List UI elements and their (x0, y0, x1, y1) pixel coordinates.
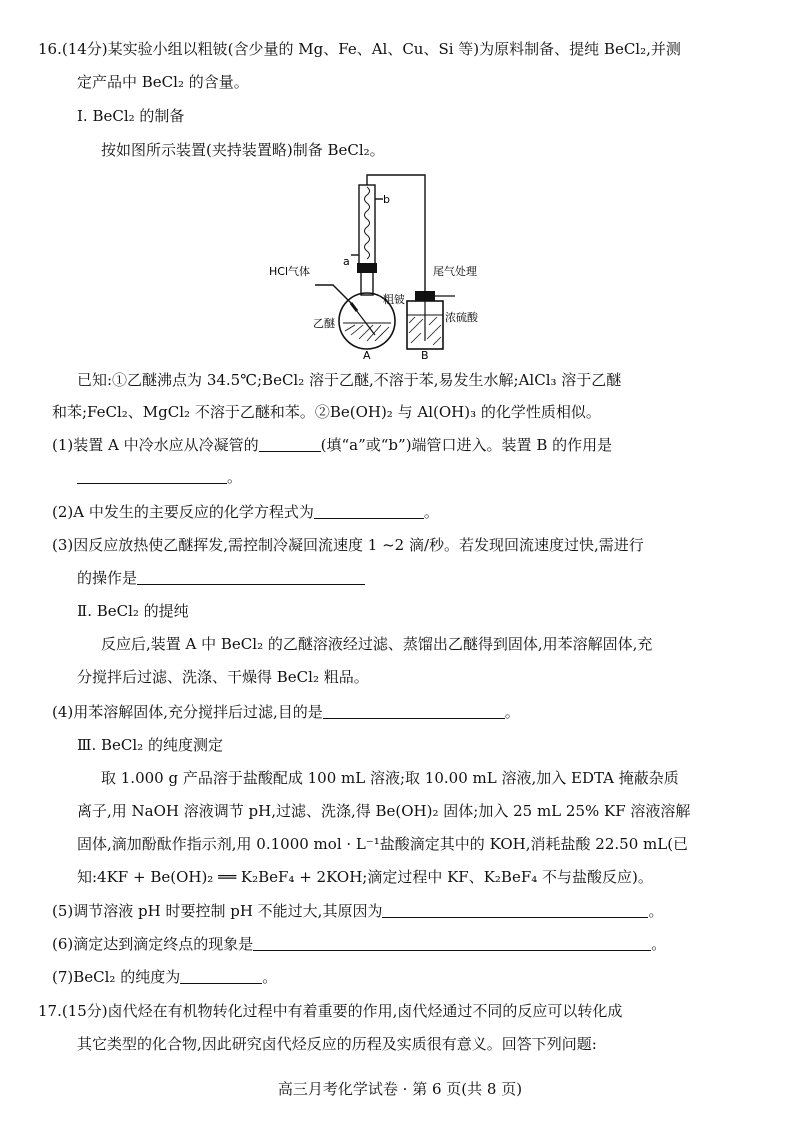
ether-hatch (345, 325, 389, 341)
label-ether: 乙醚 (313, 317, 335, 330)
q7-part-b: 。 (262, 968, 278, 986)
section-3-line-3: 固体,滴加酚酞作指示剂,用 0.1000 mol · L⁻¹盐酸滴定其中的 KOH,消耗盐酸 22.50 mL(已 (77, 835, 689, 853)
section-2-line-1: 反应后,装置 A 中 BeCl₂ 的乙醚溶液经过滤、蒸馏出乙醚得到固体,用苯溶解固体,充 (101, 635, 653, 653)
q2-blank[interactable] (314, 504, 424, 519)
apparatus-figure (255, 163, 505, 363)
label-hcl: HCl气体 (269, 265, 311, 278)
connecting-tube (367, 175, 425, 291)
label-port-b: b (383, 193, 390, 206)
section-2-heading: Ⅱ. BeCl₂ 的提纯 (77, 602, 189, 620)
question-4 (52, 702, 520, 722)
label-port-a: a (343, 255, 350, 268)
label-acid: 浓硫酸 (445, 311, 478, 324)
question-3-cont (77, 568, 365, 588)
label-a: A (363, 349, 371, 362)
q3-part-b: 的操作是 (77, 569, 138, 587)
question-5 (52, 901, 663, 921)
q3-blank[interactable] (137, 570, 365, 585)
q7-blank[interactable] (180, 969, 262, 984)
question-2 (52, 502, 439, 522)
question-7 (52, 967, 277, 987)
page-footer: 高三月考化学试卷 · 第 6 页(共 8 页) (277, 1080, 523, 1098)
q2-part-b: 。 (423, 503, 439, 521)
q5-part-a: (5)调节溶液 pH 时要控制 pH 不能过大,其原因为 (52, 902, 383, 920)
q1-blank-1[interactable] (259, 437, 321, 452)
section-3-heading: Ⅲ. BeCl₂ 的纯度测定 (77, 736, 223, 754)
q7-part-a: (7)BeCl₂ 的纯度为 (52, 968, 181, 986)
question-3: (3)因反应放热使乙醚挥发,需控制冷凝回流速度 1 ~2 滴/秒。若发现回流速度过快,需进行 (52, 536, 644, 554)
section-3-line-2: 离子,用 NaOH 溶液调节 pH,过滤、洗涤,得 Be(OH)₂ 固体;加入 25 mL 25% KF 溶液溶解 (77, 802, 691, 820)
q5-blank[interactable] (382, 903, 648, 918)
label-tail: 尾气处理 (433, 265, 477, 278)
q4-blank[interactable] (323, 704, 505, 719)
q1-blank-2[interactable] (77, 469, 227, 484)
q6-part-b: 。 (651, 935, 667, 953)
q6-part-a: (6)滴定达到滴定终点的现象是 (52, 935, 254, 953)
condenser-coil (365, 187, 370, 259)
section-1-intro: 按如图所示装置(夹持装置略)制备 BeCl₂。 (101, 141, 385, 159)
q4-part-a: (4)用苯溶解固体,充分搅拌后过滤,目的是 (52, 703, 323, 721)
q4-part-b: 。 (504, 703, 520, 721)
question-1 (52, 435, 612, 455)
label-b: B (421, 349, 429, 362)
section-1-heading: Ⅰ. BeCl₂ 的制备 (77, 107, 185, 125)
q1-part-b: (填“a”或“b”)端管口进入。装置 B 的作用是 (320, 436, 613, 454)
q16-line-1: 16.(14分)某实验小组以粗铍(含少量的 Mg、Fe、Al、Cu、Si 等)为原料制备、提纯 BeCl₂,并测 (38, 40, 681, 58)
q16-line-2: 定产品中 BeCl₂ 的含量。 (77, 73, 249, 91)
question-6 (52, 934, 666, 954)
q5-part-b: 。 (648, 902, 664, 920)
flask-neck (361, 271, 373, 295)
section-2-line-2: 分搅拌后过滤、洗涤、干燥得 BeCl₂ 粗品。 (77, 668, 369, 686)
q17-line-2: 其它类型的化合物,因此研究卤代烃反应的历程及实质很有意义。回答下列问题: (77, 1035, 597, 1053)
section-3-line-1: 取 1.000 g 产品溶于盐酸配成 100 mL 溶液;取 10.00 mL 溶液,加入 EDTA 掩蔽杂质 (101, 769, 679, 787)
q2-part-a: (2)A 中发生的主要反应的化学方程式为 (52, 503, 314, 521)
question-1-cont (77, 467, 242, 487)
known-line-1: 已知:①乙醚沸点为 34.5℃;BeCl₂ 溶于乙醚,不溶于苯,易发生水解;AlCl₃ 溶于乙醚 (77, 371, 622, 389)
section-3-line-4: 知:4KF + Be(OH)₂ ══ K₂BeF₄ + 2KOH;滴定过程中 KF、K₂BeF₄ 不与盐酸反应)。 (77, 868, 653, 886)
q1-part-c: 。 (227, 468, 243, 486)
label-be: 粗铍 (383, 293, 405, 306)
q17-line-1: 17.(15分)卤代烃在有机物转化过程中有着重要的作用,卤代烃通过不同的反应可以转化成 (38, 1002, 623, 1020)
q6-blank[interactable] (253, 936, 651, 951)
known-line-2: 和苯;FeCl₂、MgCl₂ 不溶于乙醚和苯。②Be(OH)₂ 与 Al(OH)₃ 的化学性质相似。 (52, 403, 601, 421)
condenser (359, 185, 375, 265)
q1-part-a: (1)装置 A 中冷水应从冷凝管的 (52, 436, 259, 454)
